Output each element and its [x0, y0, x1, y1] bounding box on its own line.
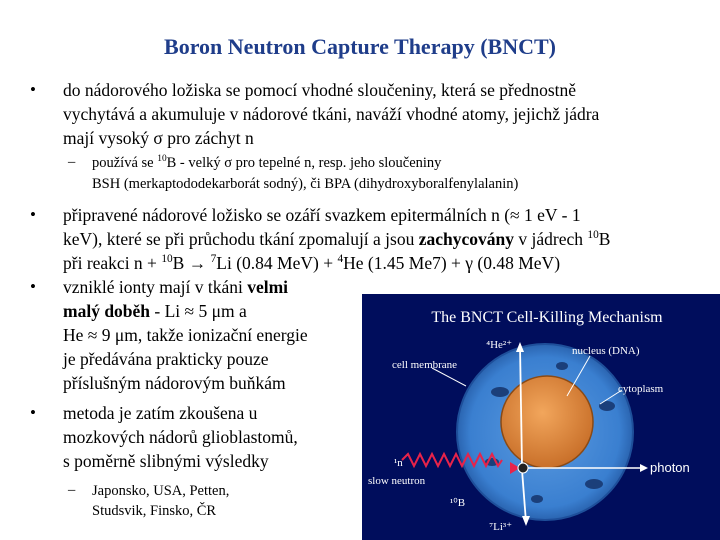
sub-bullet-2-line-2: Studsvik, Finsko, ČR	[92, 503, 217, 519]
nucleus-label: nucleus (DNA)	[572, 345, 640, 357]
li-label: ⁷Li³⁺	[489, 521, 512, 533]
bullet-3-line-5: příslušným nádorovým buňkám	[63, 373, 286, 393]
sub-bullet-2-line-1: Japonsko, USA, Petten,	[92, 483, 230, 499]
bullet-4-line-2: mozkových nádorů glioblastomů,	[63, 427, 298, 447]
boron-label: ¹⁰B	[450, 497, 466, 509]
organelle	[556, 362, 568, 370]
bullet-4-line-1: metoda je zatím zkoušena u	[63, 403, 258, 423]
bullet-marker: •	[30, 403, 36, 422]
photon-arrowhead	[640, 464, 648, 472]
boron-atom	[518, 463, 528, 473]
organelle	[531, 495, 543, 503]
sub-bullet-1-line-2: BSH (merkaptododekarborát sodný), či BPA (dihydroxyboralfenylalanin)	[92, 176, 519, 192]
slide-title: Boron Neutron Capture Therapy (BNCT)	[164, 34, 556, 59]
bullet-3-line-3: He ≈ 9 μm, takže ionizační energie	[63, 325, 308, 345]
bullet-3-line-2: malý doběh - Li ≈ 5 μm a	[63, 301, 247, 321]
figure-title: The BNCT Cell-Killing Mechanism	[431, 309, 663, 326]
bullet-marker: •	[30, 80, 36, 99]
he-label: ⁴He²⁺	[486, 339, 512, 351]
organelle	[585, 479, 603, 489]
bullet-3-line-4: je předávána prakticky pouze	[63, 349, 269, 369]
bullet-marker: •	[30, 277, 36, 296]
photon-label: photon	[650, 460, 690, 475]
bullet-1-line-2: vychytává a akumuluje v nádorové tkáni, naváží vhodné atomy, jejichž jádra	[63, 104, 600, 124]
neutron-label: ¹n	[394, 457, 403, 469]
organelle	[599, 401, 615, 411]
cell-membrane-label: cell membrane	[392, 359, 458, 371]
sub-bullet-1-line-1: používá se $^{10}$B - velký σ pro tepelné n, resp. jeho sloučeniny	[92, 154, 442, 171]
bullet-2-line-2: keV), které se při průchodu tkání zpomalují a jsou zachycovány v jádrech $^{10}$B	[63, 229, 611, 249]
cell-nucleus	[501, 376, 593, 468]
bullet-2-line-3: při reakci n + $^{10}$B → $^7$Li (0.84 MeV) + $^4$He (1.45 Me7) + γ (0.48 MeV)	[63, 253, 561, 273]
bullet-marker: •	[30, 205, 36, 224]
sub-bullet-marker: –	[68, 154, 76, 170]
bnct-mechanism-figure	[362, 294, 720, 540]
organelle	[491, 387, 509, 397]
slow-neutron-label: slow neutron	[368, 475, 426, 487]
bullet-1-line-1: do nádorového ložiska se pomocí vhodné sloučeniny, která se přednostně	[63, 80, 577, 100]
bullet-3-line-1: vzniklé ionty mají v tkáni velmi	[63, 277, 289, 297]
bullet-2-line-1: připravené nádorové ložisko se ozáří svazkem epitermálních n (≈ 1 eV - 1	[63, 205, 581, 225]
sub-bullet-marker: –	[68, 482, 76, 498]
bullet-1-line-3: mají vysoký σ pro záchyt n	[63, 128, 254, 148]
bullet-4-line-3: s poměrně slibnými výsledky	[63, 451, 269, 471]
li-arrowhead	[522, 516, 530, 526]
cytoplasm-label: cytoplasm	[618, 383, 664, 395]
